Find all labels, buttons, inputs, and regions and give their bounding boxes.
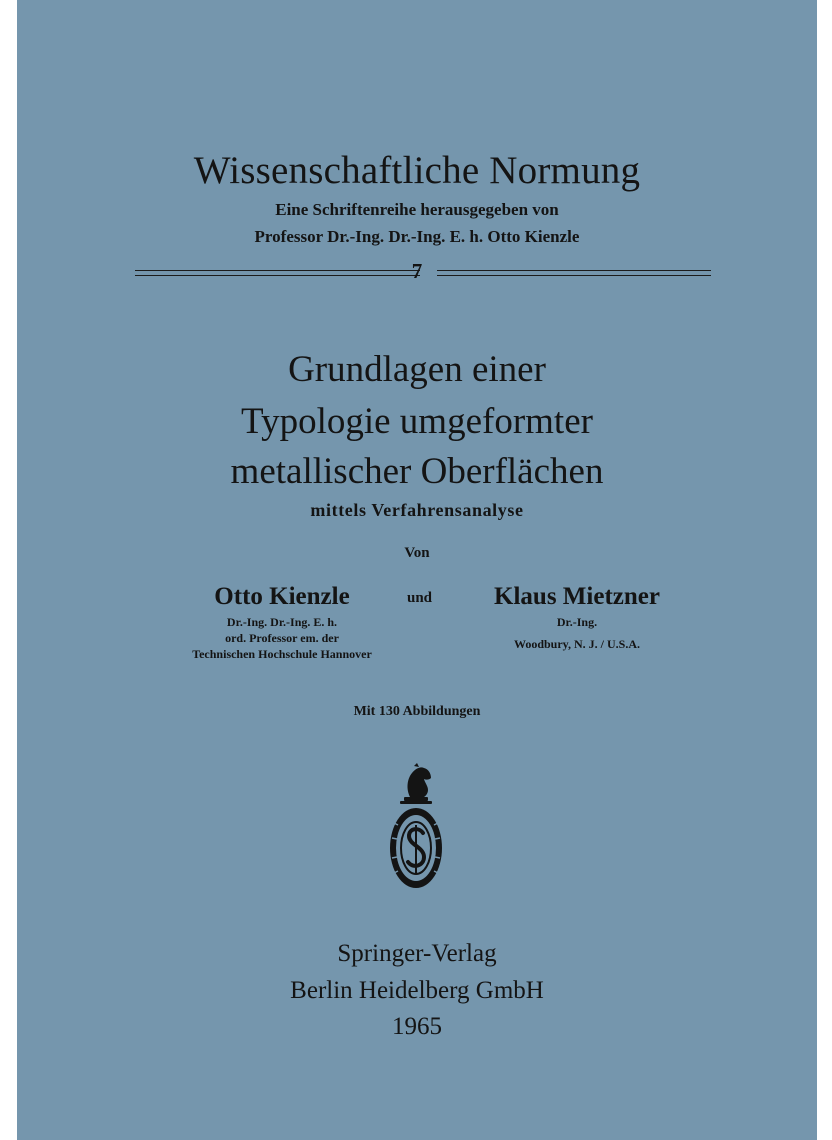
double-rule-right xyxy=(437,268,711,279)
author-2-line-2: Woodbury, N. J. / U.S.A. xyxy=(513,637,641,651)
by-label: Von xyxy=(404,545,430,561)
book-title-line-3: metallischer Oberflächen xyxy=(230,451,604,492)
and-label: und xyxy=(407,590,433,606)
springer-chess-knight-emblem-icon xyxy=(384,763,448,895)
volume-number: 7 xyxy=(411,259,423,283)
series-title: Wissenschaftliche Normung xyxy=(193,149,641,192)
book-title-line-2: Typologie umgeformter xyxy=(241,401,593,442)
author-1-line-3: Technischen Hochschule Hannover xyxy=(192,647,372,661)
book-cover xyxy=(17,0,817,1140)
series-editor: Professor Dr.-Ing. Dr.-Ing. E. h. Otto Kienzle xyxy=(254,227,580,246)
author-2-line-1: Dr.-Ing. xyxy=(556,615,598,629)
publication-year: 1965 xyxy=(392,1013,442,1040)
publisher-place: Berlin Heidelberg GmbH xyxy=(290,977,544,1004)
author-1-line-1: Dr.-Ing. Dr.-Ing. E. h. xyxy=(226,615,338,629)
book-title-line-1: Grundlagen einer xyxy=(288,349,546,390)
author-2-name: Klaus Mietzner xyxy=(494,583,660,610)
series-subtitle: Eine Schriftenreihe herausgegeben von xyxy=(275,200,559,219)
publisher-name: Springer-Verlag xyxy=(337,940,497,967)
author-1-name: Otto Kienzle xyxy=(214,583,350,610)
book-subtitle: mittels Verfahrensanalyse xyxy=(310,500,524,520)
illustrations-note: Mit 130 Abbildungen xyxy=(353,704,481,719)
author-1-line-2: ord. Professor em. der xyxy=(225,631,339,645)
